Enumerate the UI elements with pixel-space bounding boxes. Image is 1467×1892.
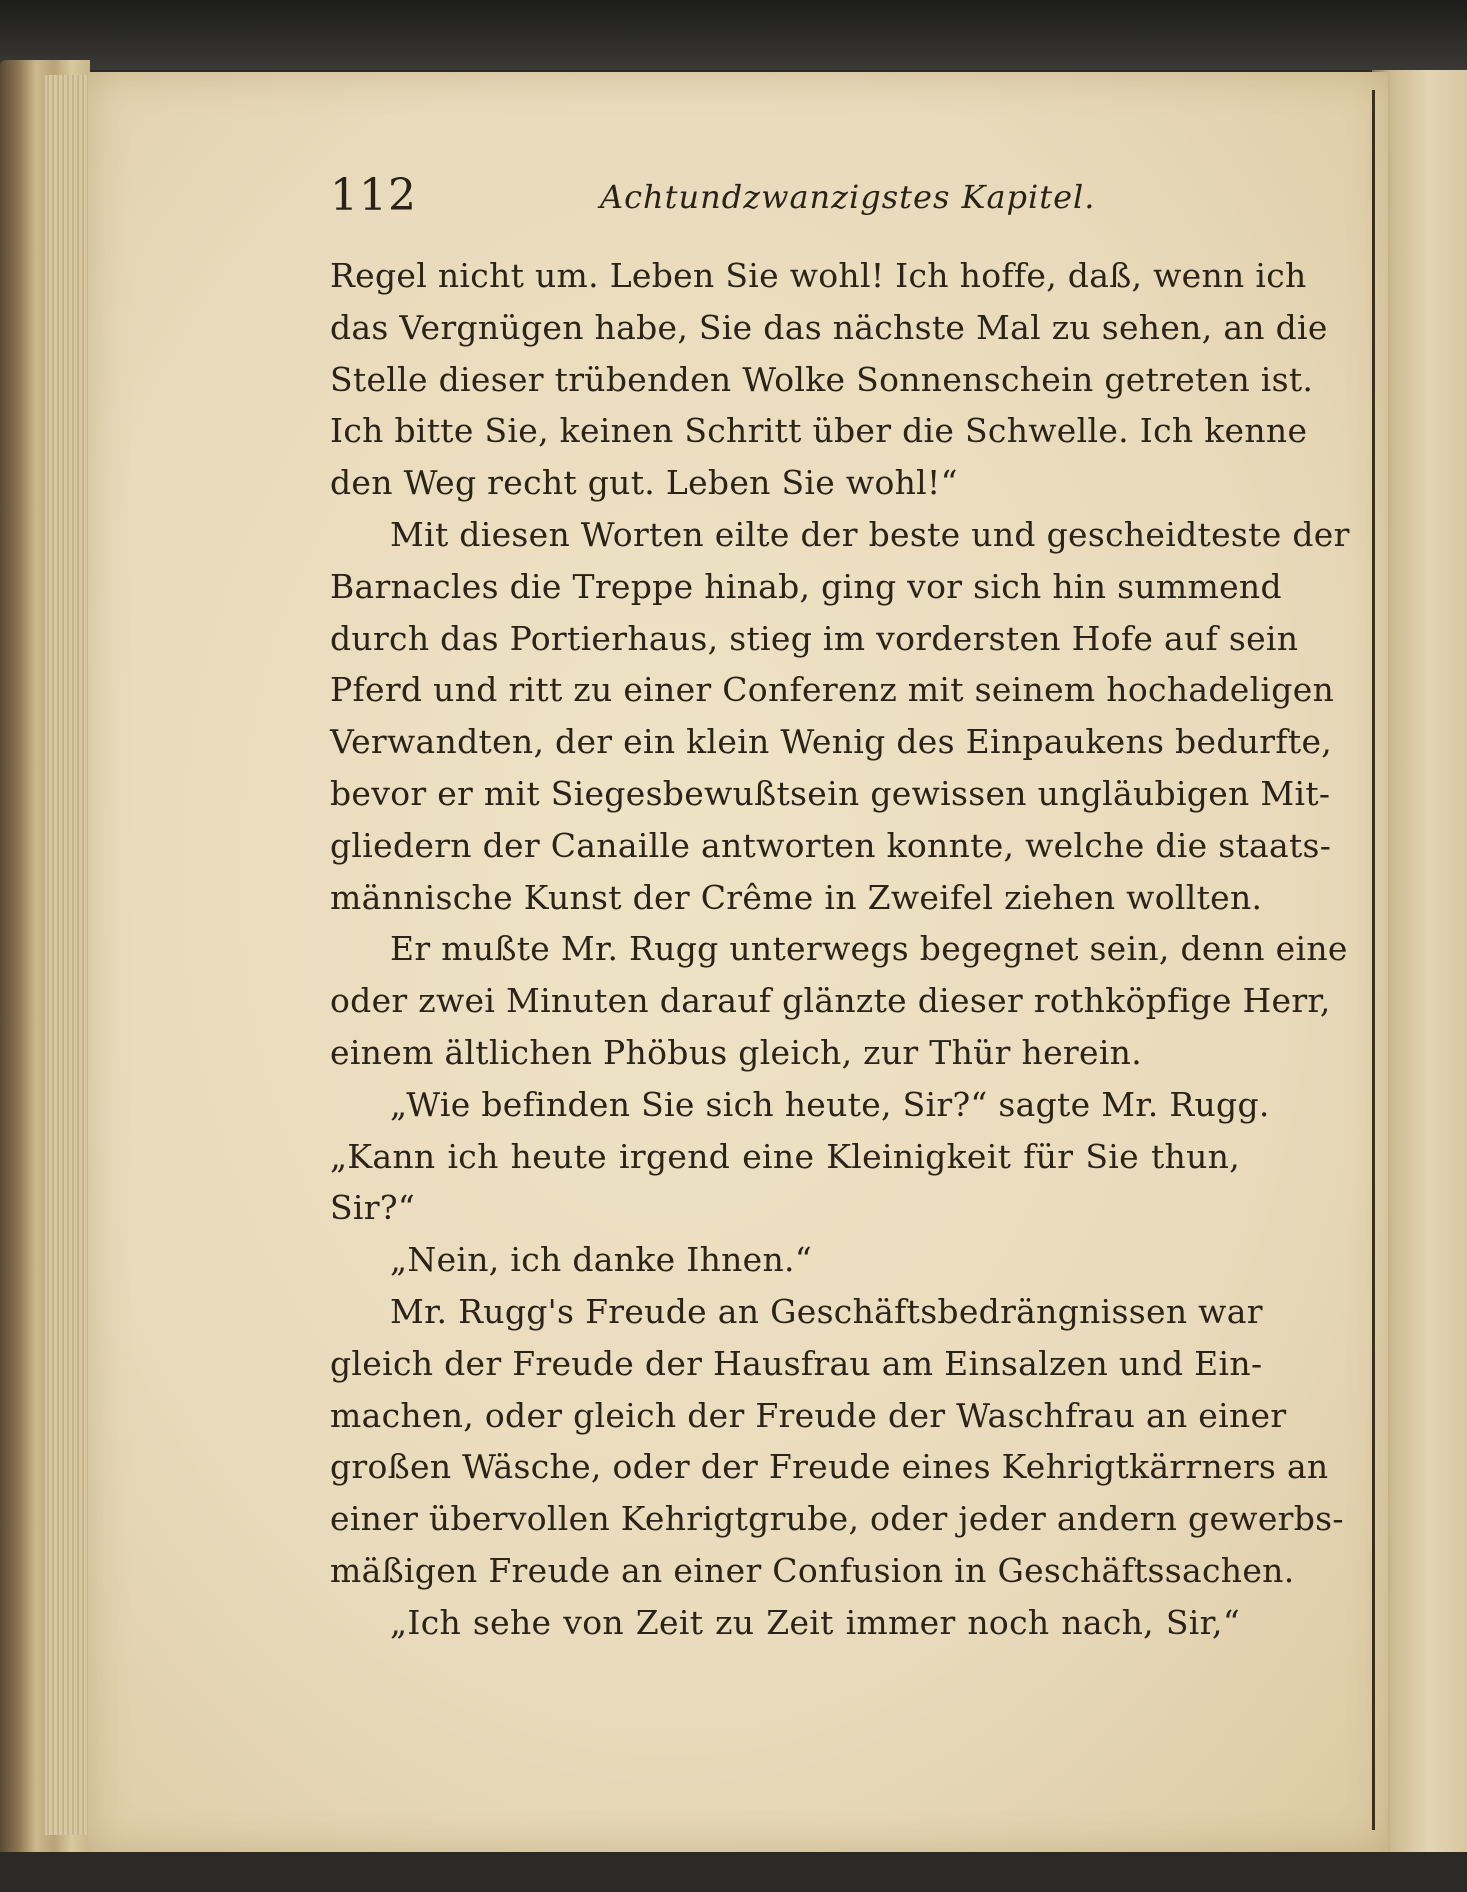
- text-line: Verwandten, der ein klein Wenig des Einpaukens bedurfte,: [330, 722, 1333, 762]
- background-bottom: [0, 1852, 1467, 1892]
- gutter-line: [1372, 90, 1375, 1830]
- text-line: machen, oder gleich der Freude der Waschfrau an einer: [330, 1395, 1287, 1435]
- running-title: Achtundzwanzigstes Kapitel.: [600, 178, 1096, 216]
- text-line: „Ich sehe von Zeit zu Zeit immer noch nach, Sir,“: [390, 1602, 1240, 1642]
- page-number: 112: [330, 170, 417, 221]
- text-line: männische Kunst der Crême in Zweifel ziehen wollten.: [330, 877, 1263, 917]
- text-line: Sir?“: [330, 1188, 415, 1228]
- text-line: mäßigen Freude an einer Confusion in Geschäftssachen.: [330, 1550, 1295, 1590]
- text-line: Mit diesen Worten eilte der beste und gescheidteste der: [390, 514, 1350, 554]
- text-line: den Weg recht gut. Leben Sie wohl!“: [330, 463, 958, 503]
- text-line: Pferd und ritt zu einer Conferenz mit seinem hochadeligen: [330, 670, 1335, 710]
- text-line: gliedern der Canaille antworten konnte, welche die staats-: [330, 825, 1332, 865]
- text-line: einem ältlichen Phöbus gleich, zur Thür herein.: [330, 1032, 1143, 1072]
- page-header: [330, 170, 1250, 230]
- text-line: „Kann ich heute irgend eine Kleinigkeit für Sie thun,: [330, 1136, 1240, 1176]
- background-top: [0, 0, 1467, 70]
- text-line: oder zwei Minuten darauf glänzte dieser rothköpfige Herr,: [330, 981, 1331, 1021]
- text-line: großen Wäsche, oder der Freude eines Kehrigtkärrners an: [330, 1447, 1329, 1487]
- text-line: „Nein, ich danke Ihnen.“: [390, 1240, 813, 1280]
- text-line: Regel nicht um. Leben Sie wohl! Ich hoffe, daß, wenn ich: [330, 256, 1307, 295]
- text-line: „Wie befinden Sie sich heute, Sir?“ sagte Mr. Rugg.: [390, 1084, 1270, 1124]
- text-line: gleich der Freude der Hausfrau am Einsalzen und Ein-: [330, 1343, 1263, 1383]
- text-line: Er mußte Mr. Rugg unterwegs begegnet sein, denn eine: [390, 929, 1348, 969]
- text-line: das Vergnügen habe, Sie das nächste Mal zu sehen, an die: [330, 307, 1328, 347]
- text-line: Stelle dieser trübenden Wolke Sonnenschein getreten ist.: [330, 359, 1314, 399]
- text-line: einer übervollen Kehrigtgrube, oder jeder andern gewerbs-: [330, 1499, 1344, 1539]
- text-line: bevor er mit Siegesbewußtsein gewissen ungläubigen Mit-: [330, 773, 1331, 813]
- text-line: Mr. Rugg's Freude an Geschäftsbedrängnissen war: [390, 1291, 1263, 1331]
- text-line: durch das Portierhaus, stieg im vordersten Hofe auf sein: [330, 618, 1299, 658]
- body-text: [330, 250, 1350, 1649]
- text-line: Ich bitte Sie, keinen Schritt über die Schwelle. Ich kenne: [330, 411, 1308, 451]
- text-line: Barnacles die Treppe hinab, ging vor sich hin summend: [330, 566, 1282, 606]
